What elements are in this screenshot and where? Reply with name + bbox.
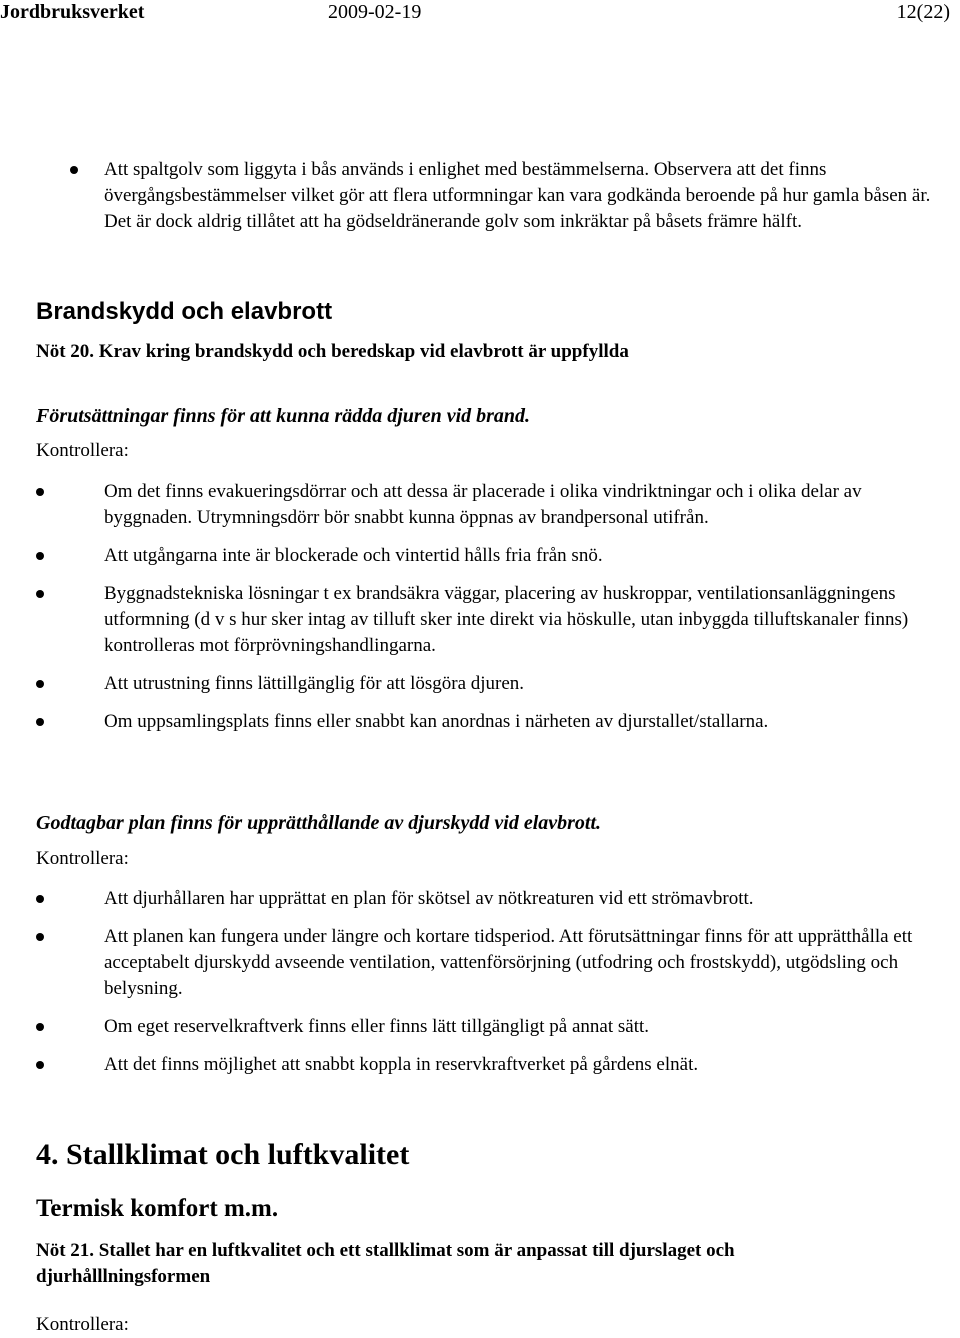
list-item-text: Att det finns möjlighet att snabbt koppla in reservkraftverket på gårdens elnät. (104, 1054, 699, 1075)
bullet-icon (36, 590, 44, 598)
list-item (70, 886, 940, 912)
section-heading: Brandskydd och elavbrott (36, 298, 333, 325)
bullet-icon (36, 552, 44, 560)
list-item (70, 581, 940, 659)
requirement-heading: Nöt 21. Stallet har en luftkvalitet och ett stallklimat som är anpassat till djurslaget och djurhålllningsformen (36, 1240, 735, 1287)
list-item-text: Att djurhållaren har upprättat en plan för skötsel av nötkreaturen vid ett strömavbrott. (104, 888, 754, 909)
list-item (70, 479, 940, 531)
header-organization: Jordbruksverket (0, 1, 145, 23)
list-item-text: Om uppsamlingsplats finns eller snabbt kan anordnas i närheten av djurstallet/stallarna. (104, 711, 769, 732)
check-list-fire (70, 479, 940, 747)
list-item-text: Att utrustning finns lättillgänglig för att lösgöra djuren. (104, 673, 525, 694)
bullet-icon (36, 488, 44, 496)
bullet-icon (36, 1023, 44, 1031)
bullet-icon (70, 166, 78, 174)
subsection-heading: Godtagbar plan finns för upprätthållande av djurskydd vid elavbrott. (36, 812, 602, 834)
list-item (70, 671, 940, 697)
section-heading: Termisk komfort m.m. (36, 1195, 279, 1222)
check-label: Kontrollera: (36, 440, 129, 461)
chapter-heading: 4. Stallklimat och luftkvalitet (36, 1138, 410, 1171)
list-item (70, 709, 940, 735)
bullet-icon (36, 895, 44, 903)
subsection-heading: Förutsättningar finns för att kunna rädda djuren vid brand. (36, 405, 531, 427)
bullet-icon (36, 680, 44, 688)
check-label: Kontrollera: (36, 848, 129, 869)
list-item (70, 1014, 940, 1040)
requirement-heading: Nöt 20. Krav kring brandskydd och beredskap vid elavbrott är uppfyllda (36, 341, 629, 362)
list-item-text: Att planen kan fungera under längre och kortare tidsperiod. Att förutsättningar finns för att upprätthålla ett acceptabelt djurskydd avseende ventilation, vattenförsörjning (utfodring och frostskydd), utgödsling och belysning. (104, 926, 913, 999)
intro-bullet-list (104, 157, 940, 247)
header-date: 2009-02-19 (328, 1, 422, 23)
check-list-power (70, 886, 940, 1090)
list-item (104, 157, 940, 235)
bullet-icon (36, 933, 44, 941)
list-item (70, 543, 940, 569)
list-item-text: Att utgångarna inte är blockerade och vintertid hålls fria från snö. (104, 545, 603, 566)
list-item-text: Om eget reservelkraftverk finns eller finns lätt tillgängligt på annat sätt. (104, 1016, 650, 1037)
bullet-icon (36, 718, 44, 726)
list-item-text: Om det finns evakueringsdörrar och att dessa är placerade i olika vindriktningar och i olika delar av byggnaden. Utrymningsdörr bör snabbt kunna öppnas av brandpersonal utifrån. (104, 481, 862, 528)
list-item (70, 924, 940, 1002)
list-item-text: Att spaltgolv som liggyta i bås används i enlighet med bestämmelserna. Observera att det finns övergångsbestämmelser vilket gör att flera utformningar kan vara godkända beroende på hur gamla båsen är. Det är dock aldrig tillåtet att ha gödseldränerande golv som inkräktar på båsets främre hälft. (104, 159, 931, 232)
check-label: Kontrollera: (36, 1314, 129, 1335)
header-page-number: 12(22) (896, 1, 950, 23)
bullet-icon (36, 1061, 44, 1069)
list-item (70, 1052, 940, 1078)
list-item-text: Byggnadstekniska lösningar t ex brandsäkra väggar, placering av huskroppar, ventilationsanläggningens utformning (d v s hur sker intag av tilluft sker inte direkt via höskulle, utan inbyggda tilluftskanaler finns) kontrolleras mot förprövningshandlingarna. (104, 583, 909, 656)
